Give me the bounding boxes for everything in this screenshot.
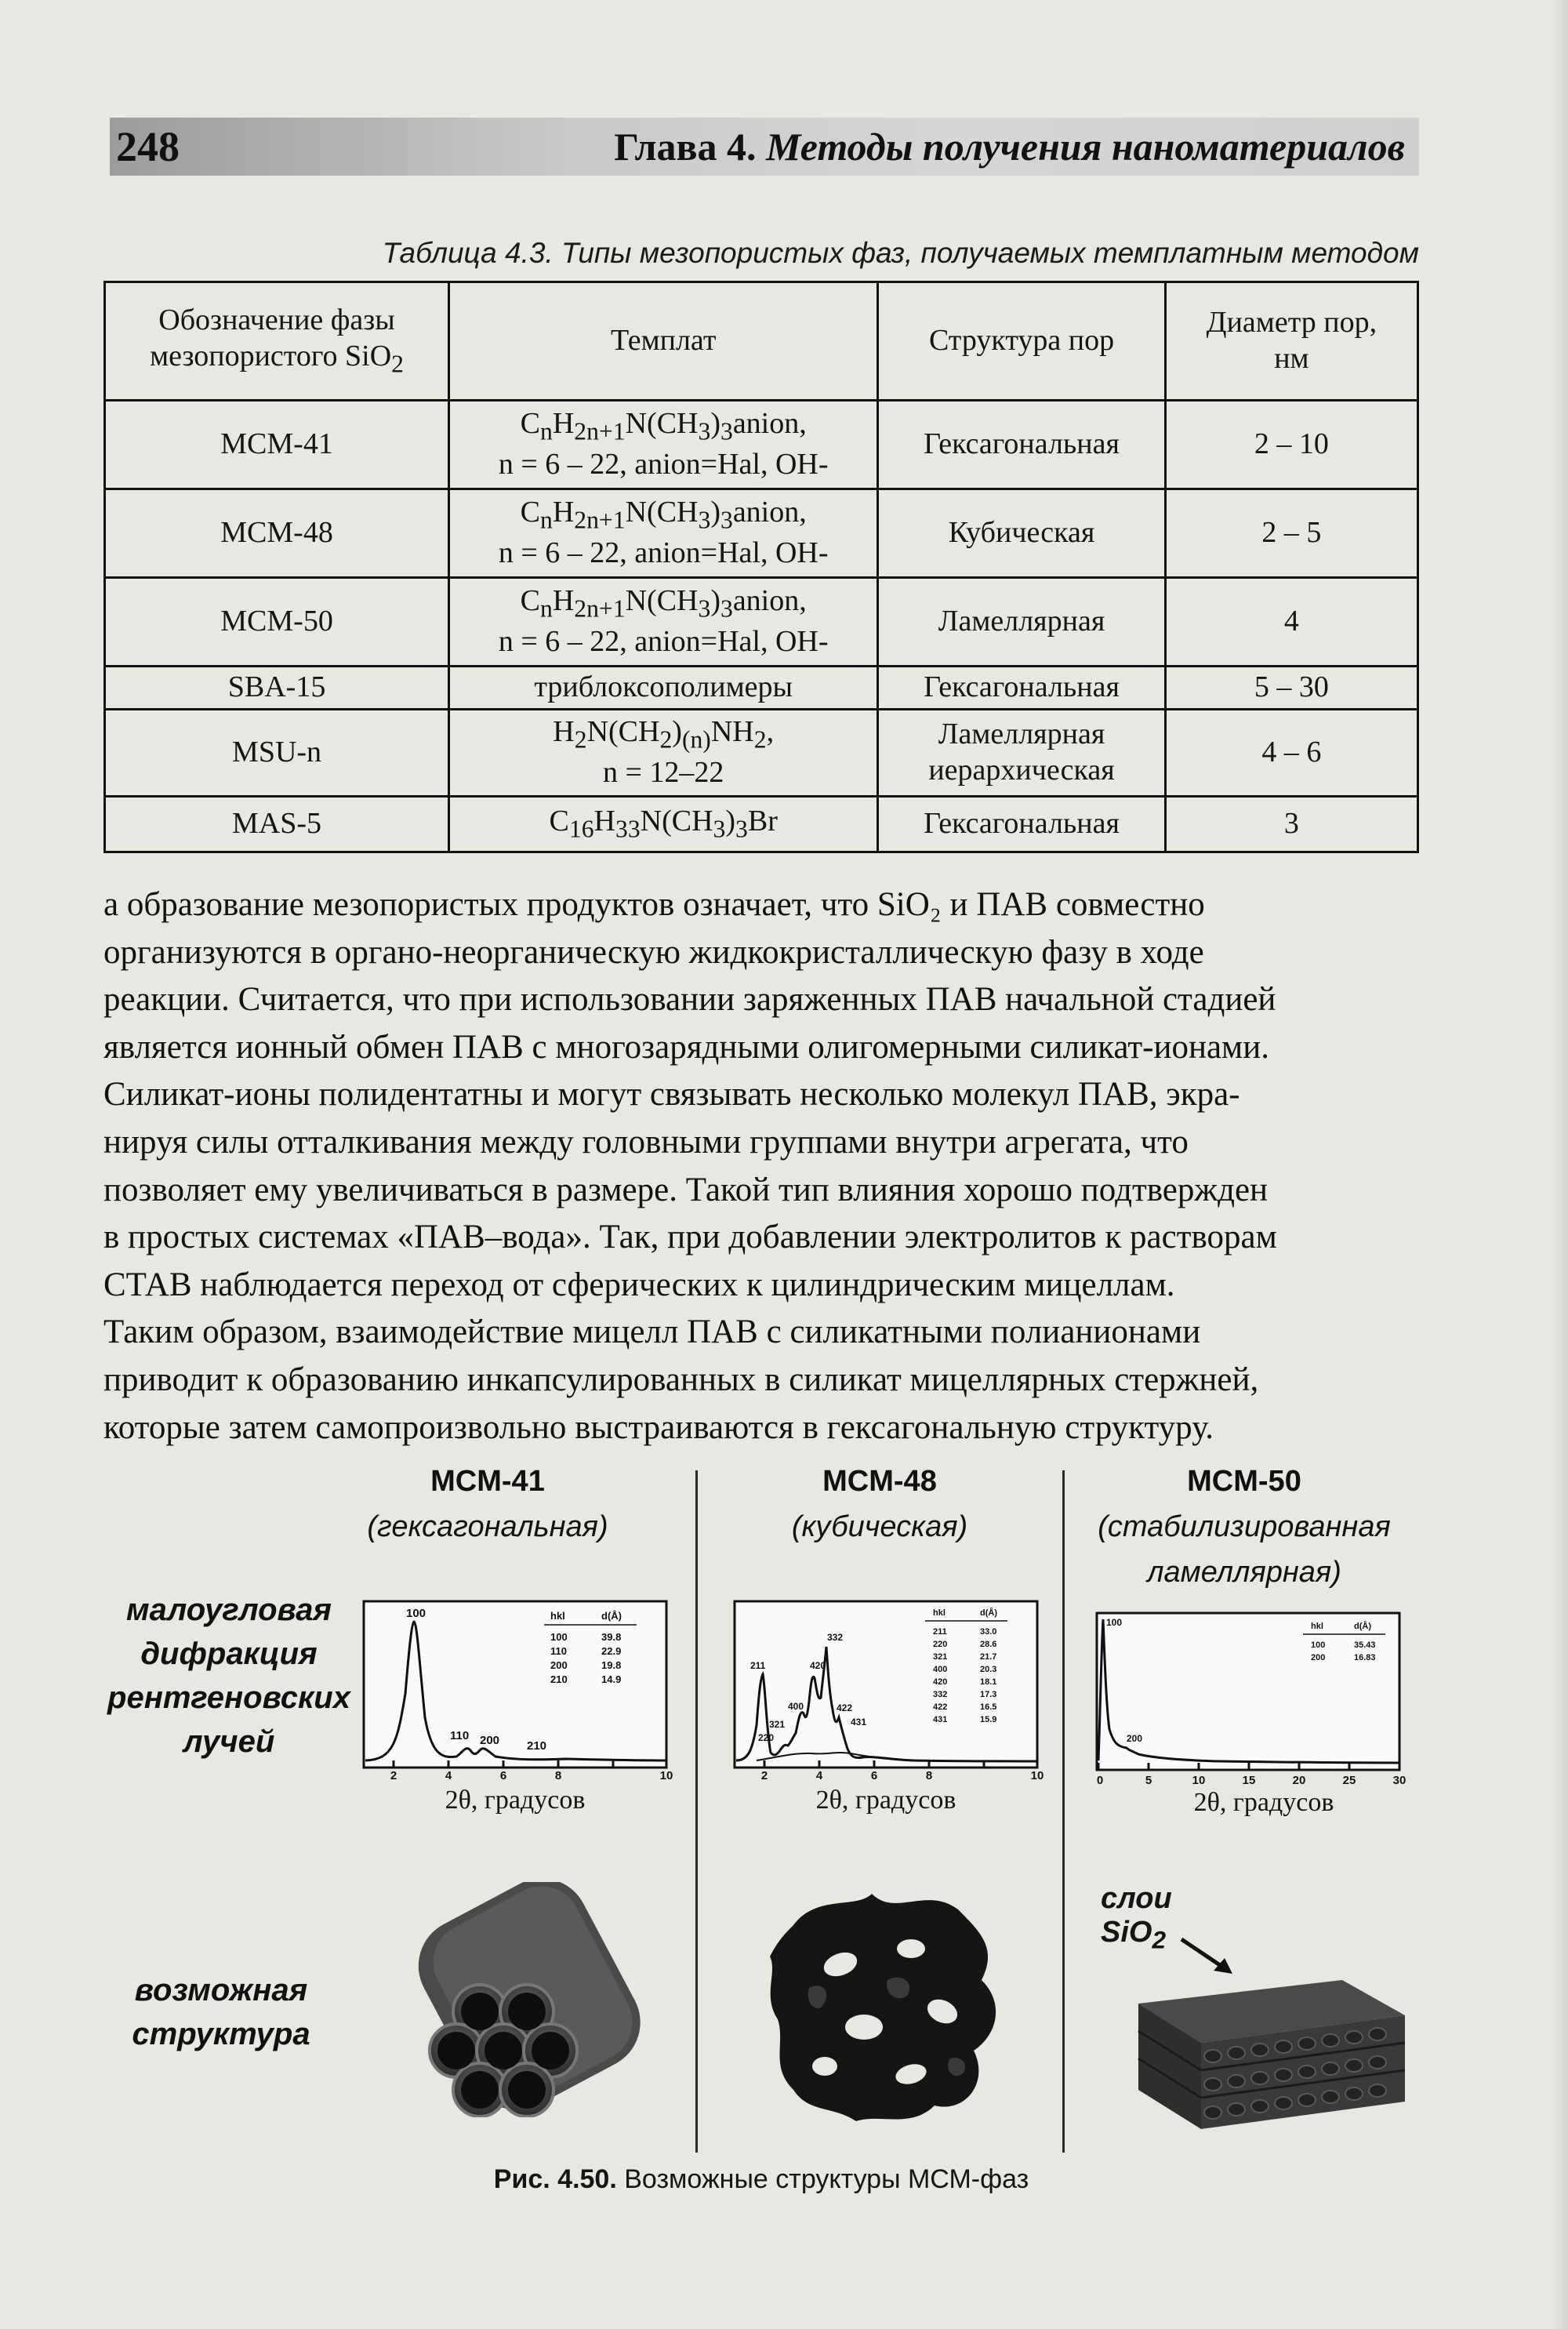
svg-text:17.3: 17.3 [980, 1690, 997, 1699]
text-line: Силикат-ионы полидентатны и могут связывать несколько молекул ПАВ, экра- [103, 1076, 1240, 1114]
peak-label: 100 [1106, 1617, 1123, 1628]
chapter-prefix: Глава 4. [614, 125, 757, 169]
figure-mcm-structures [103, 1455, 1419, 2223]
cell-template: $C_{16}H_{33}N(CH_3)_3Br$ [449, 797, 878, 852]
svg-text:18.1: 18.1 [980, 1677, 997, 1687]
table-header-row [105, 282, 1418, 401]
svg-text:210: 210 [550, 1673, 568, 1685]
x-axis-label: 2θ, градусов [445, 1786, 586, 1815]
xrd-plot-mcm48 [733, 1600, 1047, 1780]
svg-text:200: 200 [550, 1659, 568, 1671]
text-line: позволяет ему увеличиваться в размере. Такой тип влияния хорошо подтвержден [103, 1171, 1269, 1208]
x-axis-label: 2θ, градусов [815, 1786, 956, 1815]
svg-text:35.43: 35.43 [1354, 1640, 1376, 1650]
svg-text:15.9: 15.9 [980, 1715, 997, 1724]
svg-text:0: 0 [1096, 1774, 1104, 1787]
cell-diameter: 5 – 30 [1165, 667, 1417, 710]
svg-text:100: 100 [1311, 1640, 1326, 1650]
cell-template: $C_nH_{2n+1}N(CH_3)_3anion$, n = 6 – 22, anion=Hal, OH- [449, 401, 878, 489]
layer-label: слои SiO$_2$ [1101, 1882, 1172, 1954]
cell-structure: Кубическая [878, 489, 1166, 578]
svg-text:2: 2 [390, 1769, 397, 1780]
table-caption: Таблица 4.3. Типы мезопористых фаз, получаемых темплатным методом [382, 237, 1419, 269]
row-label-xrd: малоугловая дифракция рентгеновских лучей [107, 1593, 350, 1759]
svg-text:15: 15 [1242, 1774, 1256, 1787]
svg-text:28.6: 28.6 [980, 1640, 997, 1649]
svg-text:10: 10 [1192, 1774, 1206, 1787]
svg-text:25: 25 [1342, 1774, 1356, 1787]
peak-label: 321 [769, 1719, 786, 1730]
table-row [105, 710, 1418, 797]
cell-phase: MSU-n [105, 710, 449, 797]
text-line: является ионный обмен ПАВ с многозарядными олигомерными силикат-ионами. [103, 1028, 1270, 1066]
svg-text:6: 6 [870, 1769, 878, 1780]
cell-structure: Гексагональная [878, 797, 1166, 852]
body-paragraph [103, 881, 1419, 1452]
peak-label: 210 [527, 1739, 547, 1753]
svg-text:hkl: hkl [1311, 1622, 1323, 1631]
cell-template: $C_nH_{2n+1}N(CH_3)_3anion$, n = 6 – 22, anion=Hal, OH- [449, 489, 878, 578]
lamellar-structure-illustration [1123, 1957, 1421, 2145]
text-line: которые затем самопроизвольно выстраиваются в гексагональную структуру. [103, 1408, 1214, 1446]
xrd-plot-mcm50 [1095, 1611, 1409, 1792]
svg-text:110: 110 [550, 1645, 567, 1657]
svg-text:39.8: 39.8 [601, 1631, 622, 1643]
cell-phase: МСМ-41 [105, 401, 449, 489]
svg-text:21.7: 21.7 [980, 1652, 997, 1662]
cell-structure: Ламеллярная иерархическая [878, 710, 1166, 797]
svg-text:19.8: 19.8 [601, 1659, 622, 1671]
svg-text:8: 8 [925, 1769, 933, 1780]
peak-label: 100 [406, 1607, 426, 1620]
cell-diameter: 4 [1165, 578, 1417, 667]
table-row [105, 401, 1418, 489]
text-line: а образование мезопористых продуктов означает, что SiO₂ и ПАВ совместно [103, 886, 1205, 923]
x-axis-label: 2θ, градусов [1193, 1788, 1334, 1817]
peak-label: 420 [810, 1660, 826, 1671]
svg-text:22.9: 22.9 [601, 1645, 622, 1657]
chapter-name: Методы получения наноматериалов [766, 125, 1405, 169]
page-number: 248 [116, 123, 180, 170]
svg-text:5: 5 [1145, 1774, 1152, 1787]
peak-label: 422 [837, 1702, 853, 1713]
text-line: СТАВ наблюдается переход от сферических к цилиндрическим мицеллам. [103, 1266, 1175, 1303]
cell-template: $H_2N(CH_2)_{(n)}NH_2$, n = 12–22 [449, 710, 878, 797]
column-divider [695, 1470, 698, 2153]
d-header: d(Å) [601, 1610, 622, 1622]
peak-label: 110 [450, 1729, 470, 1742]
svg-text:16.83: 16.83 [1354, 1653, 1376, 1662]
peak-label: 211 [750, 1660, 766, 1671]
svg-text:10: 10 [1030, 1769, 1044, 1780]
svg-text:16.5: 16.5 [980, 1702, 997, 1712]
cell-diameter: 3 [1165, 797, 1417, 852]
svg-text:d(Å): d(Å) [1354, 1622, 1371, 1631]
table-row [105, 667, 1418, 710]
peak-label: 220 [758, 1732, 775, 1743]
peak-label: 332 [827, 1632, 844, 1643]
page-edge-shadow [1551, 0, 1568, 2329]
table-row [105, 489, 1418, 578]
text-line: в простых системах «ПАВ–вода». Так, при добавлении электролитов к растворам [103, 1219, 1277, 1256]
column-title-mcm48: MCM-48 (кубическая) [791, 1465, 968, 1543]
svg-text:30: 30 [1392, 1774, 1406, 1787]
cell-structure: Гексагональная [878, 667, 1166, 710]
peak-label: 400 [788, 1701, 804, 1712]
text-line: реакции. Считается, что при использовании заряженных ПАВ начальной стадией [103, 981, 1276, 1019]
hkl-header: hkl [550, 1610, 565, 1622]
cell-phase: МСМ-48 [105, 489, 449, 578]
cell-phase: МСМ-50 [105, 578, 449, 667]
svg-text:2: 2 [760, 1769, 768, 1780]
cell-phase: MAS-5 [105, 797, 449, 852]
chapter-title [614, 118, 1405, 176]
text-line: Таким образом, взаимодействие мицелл ПАВ с силикатными полианионами [103, 1313, 1201, 1351]
cell-template: $C_nH_{2n+1}N(CH_3)_3anion$, n = 6 – 22, anion=Hal, OH- [449, 578, 878, 667]
svg-text:d(Å): d(Å) [980, 1608, 997, 1618]
svg-text:431: 431 [933, 1715, 948, 1724]
svg-text:100: 100 [550, 1631, 568, 1643]
header-diameter: Диаметр пор, нм [1165, 282, 1417, 401]
svg-text:hkl: hkl [933, 1608, 946, 1618]
svg-text:332: 332 [933, 1690, 948, 1699]
svg-text:4: 4 [445, 1769, 452, 1780]
header-structure: Структура пор [878, 282, 1166, 401]
figure-caption: Рис. 4.50. Возможные структуры МСМ-фаз [493, 2164, 1029, 2194]
header-template: Темплат [449, 282, 878, 401]
peak-label: 200 [1127, 1733, 1143, 1744]
column-title-mcm50: MCM-50 (стабилизированная ламеллярная) [1098, 1465, 1391, 1589]
svg-text:420: 420 [933, 1677, 948, 1687]
svg-text:211: 211 [933, 1627, 947, 1637]
cell-phase: SBA-15 [105, 667, 449, 710]
text-line: приводит к образованию инкапсулированных в силикат мицеллярных стержней, [103, 1361, 1259, 1398]
svg-text:422: 422 [933, 1702, 948, 1712]
svg-text:33.0: 33.0 [980, 1627, 997, 1637]
xrd-plot-mcm41 [362, 1600, 676, 1780]
svg-text:400: 400 [933, 1665, 948, 1674]
svg-text:220: 220 [933, 1640, 948, 1649]
cell-diameter: 2 – 5 [1165, 489, 1417, 578]
cell-diameter: 4 – 6 [1165, 710, 1417, 797]
svg-text:8: 8 [554, 1769, 562, 1780]
table-row [105, 578, 1418, 667]
column-divider [1062, 1470, 1065, 2153]
text-line: нируя силы отталкивания между головными группами внутри агрегата, что [103, 1123, 1189, 1161]
cell-template: триблоксополимеры [449, 667, 878, 710]
text-line: организуются в органо-неорганическую жидкокристаллическую фазу в ходе [103, 933, 1204, 971]
svg-text:6: 6 [499, 1769, 507, 1780]
cell-diameter: 2 – 10 [1165, 401, 1417, 489]
table-row [105, 797, 1418, 852]
svg-text:14.9: 14.9 [601, 1673, 622, 1685]
svg-text:200: 200 [1311, 1653, 1326, 1662]
cubic-structure-illustration [746, 1878, 1029, 2137]
peak-label: 200 [480, 1734, 500, 1747]
row-label-structure: возможная структура [132, 1973, 310, 2051]
svg-text:4: 4 [815, 1769, 823, 1780]
svg-text:20.3: 20.3 [980, 1665, 997, 1674]
svg-text:20: 20 [1292, 1774, 1306, 1787]
cell-structure: Гексагональная [878, 401, 1166, 489]
hexagonal-structure-illustration [370, 1882, 668, 2117]
cell-structure: Ламеллярная [878, 578, 1166, 667]
svg-text:321: 321 [933, 1652, 948, 1662]
header-phase: Обозначение фазы мезопористого SiO$_2$ [105, 282, 449, 401]
svg-text:10: 10 [659, 1769, 673, 1780]
column-title-mcm41: MCM-41 (гексагональная) [367, 1465, 608, 1543]
peak-label: 431 [851, 1717, 867, 1728]
mesoporous-phases-table [103, 281, 1419, 853]
